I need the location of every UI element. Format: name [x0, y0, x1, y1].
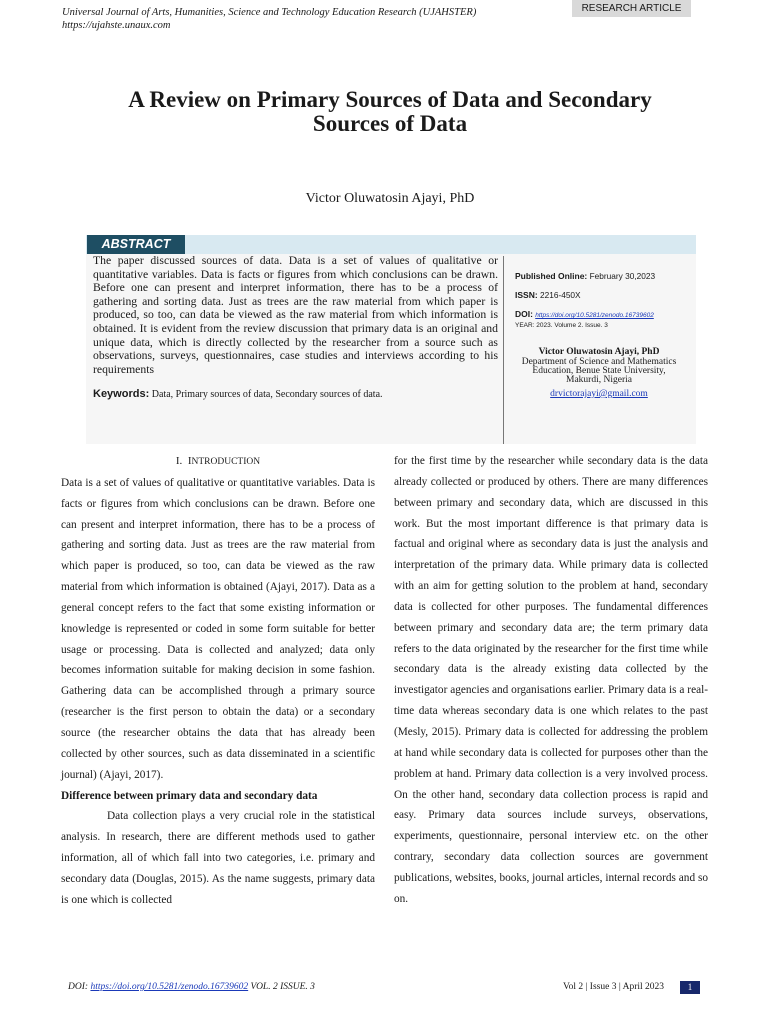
affiliation-dept: Department of Science and Mathematics — [521, 357, 677, 367]
title-line-1: A Review on Primary Sources of Data and Secondary — [128, 87, 652, 112]
abstract-label: ABSTRACT — [87, 235, 185, 254]
paragraph-differences: for the first time by the researcher while secondary data is the data already collected or produced by others. There are many differences between primary and secondary data, which are discussed in this work. But the most important difference is that primary data is factual and original where as secondary data is just the analysis and interpretation of the primary data. While primary data is collected with an aim for getting solution to the problem at hand, secondary data is collected for other purposes. The fundamental differences between primary and secondary data are; the term primary data refers to the data originated by the researcher for the first time while secondary data is the already existing data collected by the investigator agencies and organisations earlier. Primary data is a real-time data whereas secondary data is one which relates to the past (Mesly, 2015). Primary data is collected for addressing the problem at hand while secondary data is collected for purposes other than the problem at hand. Primary data collection is a very involved process. On the other hand, secondary data collection process is rapid and easy. Primary data sources include surveys, observations, experiments, questionnaire, personal interview etc. on the other contrary, secondary data collection sources are government publications, websites, books, journal articles, internal records and so on. — [394, 455, 708, 905]
affiliation-line-3: Makurdi, Nigeria — [566, 375, 632, 385]
body-column-right — [394, 451, 708, 910]
doi-link[interactable]: https://doi.org/10.5281/zenodo.16739602 — [535, 312, 654, 319]
affiliation-name: Victor Oluwatosin Ajayi, PhD — [538, 347, 660, 357]
section-heading-introduction: I. INTRODUCTION — [175, 455, 261, 467]
paper-author: Victor Oluwatosin Ajayi, PhD — [305, 191, 475, 206]
footer-volume-info: Vol 2 | Issue 3 | April 2023 — [563, 982, 665, 992]
article-type-badge: RESEARCH ARTICLE — [572, 0, 691, 17]
doi: DOI: https://doi.org/10.5281/zenodo.16739602 — [515, 309, 654, 319]
paper-title — [60, 88, 720, 136]
page-number: 1 — [680, 981, 700, 994]
footer-doi: DOI: https://doi.org/10.5281/zenodo.16739602 VOL. 2 ISSUE. 3 — [68, 982, 315, 992]
abstract-text: The paper discussed sources of data. Data is a set of values of qualitative or quantitative variables. Data is facts or figures from which conclusions can be drawn. Before one can present and interpret information, there has to be a process of gathering and sorting data. Just as trees are the raw material from which paper is produced, so too, can data be viewed as the raw material from which information is obtained. It is evident from the review discussion that primary data is an original and unique data, which is directly collected by the researcher from a source such as observations, surveys, questionnaires, case studies and interviews according to his requirements — [93, 254, 498, 376]
issn: ISSN: 2216-450X — [515, 290, 581, 300]
keywords-label: Keywords: — [93, 388, 150, 400]
paragraph-data-collection: Data collection plays a very crucial role in the statistical analysis. In research, there are different methods used to gather information, all of which fall into two categories, i.e. primary and secondary data (Douglas, 2015). As the name suggests, primary data is one which is collected — [61, 810, 375, 906]
keywords — [93, 388, 498, 401]
paragraph-intro: Data is a set of values of qualitative or quantitative variables. Data is facts or figures from which conclusions can be drawn. Before one can present and interpret information, there has to be a process of gathering and sorting data. Just as trees are the raw material from which paper is produced, so too, can data be viewed as the raw material from which information is obtained (Ajayi, 2017). Data as a general concept refers to the fact that some existing information or knowledge is represented or coded in some form suitable for better usage or processing. Data is collected and analyzed; data only becomes information suitable for making decision in some fashion. Gathering data can be accomplished through a primary source (researcher is the first person to obtain the data) or a secondary source (the researcher obtains the data that has already been collected by other sources, such as data disseminated in a scientific journal) (Ajayi, 2017). — [61, 476, 375, 781]
title-line-2: Sources of Data — [312, 111, 468, 136]
journal-header — [62, 6, 476, 32]
abstract-divider — [503, 256, 504, 444]
published-online: Published Online: February 30,2023 — [515, 271, 656, 281]
journal-name: Universal Journal of Arts, Humanities, Science and Technology Education Research (UJAHSTER) — [62, 7, 477, 18]
keywords-list: Data, Primary sources of data, Secondary sources of data. — [151, 389, 383, 400]
journal-url[interactable]: https://ujahste.unaux.com — [62, 20, 171, 31]
year-volume-issue: YEAR: 2023. Volume 2. Issue. 3 — [515, 322, 608, 329]
body-column-left — [61, 451, 375, 911]
subheading-difference: Difference between primary data and secondary data — [61, 789, 318, 802]
author-email-link[interactable]: drvictorajayi@gmail.com — [550, 389, 648, 399]
affiliation-line-2: Education, Benue State University, — [532, 366, 666, 376]
footer-doi-link[interactable]: https://doi.org/10.5281/zenodo.16739602 — [90, 982, 249, 992]
